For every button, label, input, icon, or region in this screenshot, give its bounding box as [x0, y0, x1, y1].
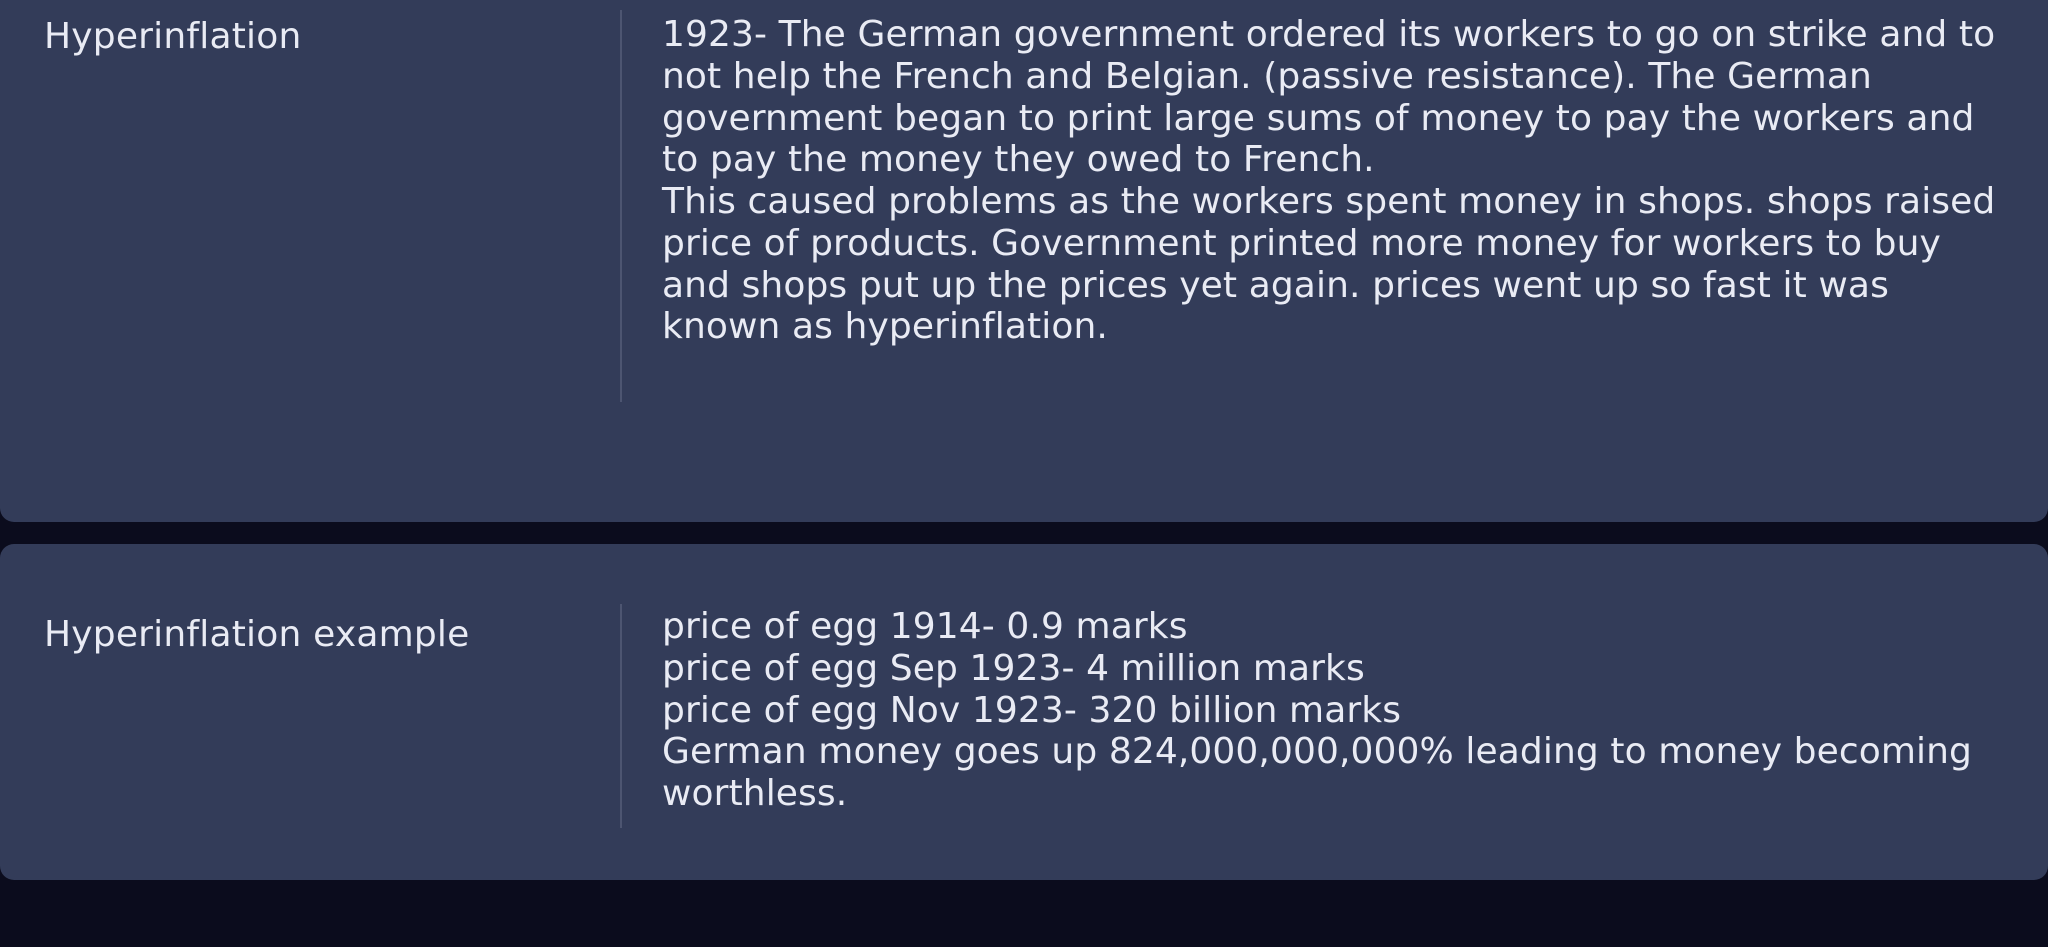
definition-paragraph: price of egg Nov 1923- 320 billion marks: [662, 689, 1402, 731]
flashcard-term: Hyperinflation: [44, 16, 302, 57]
definition-paragraph: German money goes up 824,000,000,000% leading to money becoming worthless.: [662, 731, 1972, 814]
flashcard-definition: [622, 0, 2048, 368]
definition-paragraph: price of egg 1914- 0.9 marks: [662, 606, 1188, 647]
flashcard-definition: [622, 544, 2048, 835]
definition-paragraph: price of egg Sep 1923- 4 million marks: [662, 647, 1365, 689]
definition-paragraph: This caused problems as the workers spent money in shops. shops raised price of products. Government printed more money for workers to buy and shops put up the prices yet again. prices went up so fast it was known as hyperinflation.: [662, 181, 1996, 348]
definition-paragraph: 1923- The German government ordered its workers to go on strike and to not help the French and Belgian. (passive resistance). The German government began to print large sums of money to pay the workers and to pay the money they owed to French.: [662, 14, 1996, 181]
flashcard-term: Hyperinflation example: [44, 614, 470, 655]
flashcard-item[interactable]: [0, 544, 2048, 880]
